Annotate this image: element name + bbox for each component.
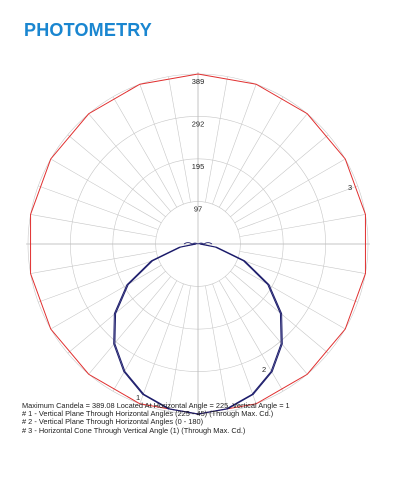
radial-gridline	[140, 284, 184, 404]
radial-gridline	[38, 258, 158, 302]
radial-gridline	[51, 265, 162, 329]
radial-gridline	[168, 77, 190, 203]
series-1-label: 1	[136, 393, 141, 402]
radial-gridline	[235, 159, 346, 223]
radial-gridline	[219, 97, 283, 208]
radial-gridline	[240, 251, 366, 273]
radial-gridline	[113, 97, 177, 208]
series-3-note: # 3 - Horizontal Cone Through Vertical Angle (1) (Through Max. Cd.)	[22, 425, 246, 435]
radial-gridline	[212, 284, 256, 404]
radial-gridline	[212, 84, 256, 204]
radial-gridline	[205, 286, 227, 412]
r-tick-label: 97	[193, 204, 203, 214]
r-tick-label: 292	[191, 119, 205, 129]
page-title: PHOTOMETRY	[24, 20, 153, 40]
series-3-label: 3	[348, 183, 353, 192]
radial-gridline	[238, 186, 358, 230]
radial-gridline	[31, 214, 157, 236]
max-candela-note: Maximum Candela = 389.08 Located At Horizontal Angle = 225, Vertical Angle = 1	[22, 401, 290, 410]
r-tick-label: 389	[191, 77, 205, 86]
series-2-note: # 2 - Vertical Plane Through Horizontal Angles (0 - 180)	[22, 417, 204, 427]
radial-gridline	[51, 159, 162, 223]
radial-gridline	[238, 258, 358, 302]
radial-gridline	[205, 77, 227, 203]
radial-gridline	[140, 84, 184, 204]
series-1-note: # 1 - Vertical Plane Through Horizontal Angles (225 - 45) (Through Max. Cd.)	[22, 409, 274, 419]
r-tick-label: 195	[191, 161, 205, 171]
radial-gridline	[31, 251, 157, 273]
radial-gridline	[38, 186, 158, 230]
radial-gridline	[235, 265, 346, 329]
chart-notes	[22, 402, 402, 435]
radial-gridline	[240, 214, 366, 236]
radial-gridline	[168, 286, 190, 412]
series-2-label: 2	[262, 365, 267, 374]
